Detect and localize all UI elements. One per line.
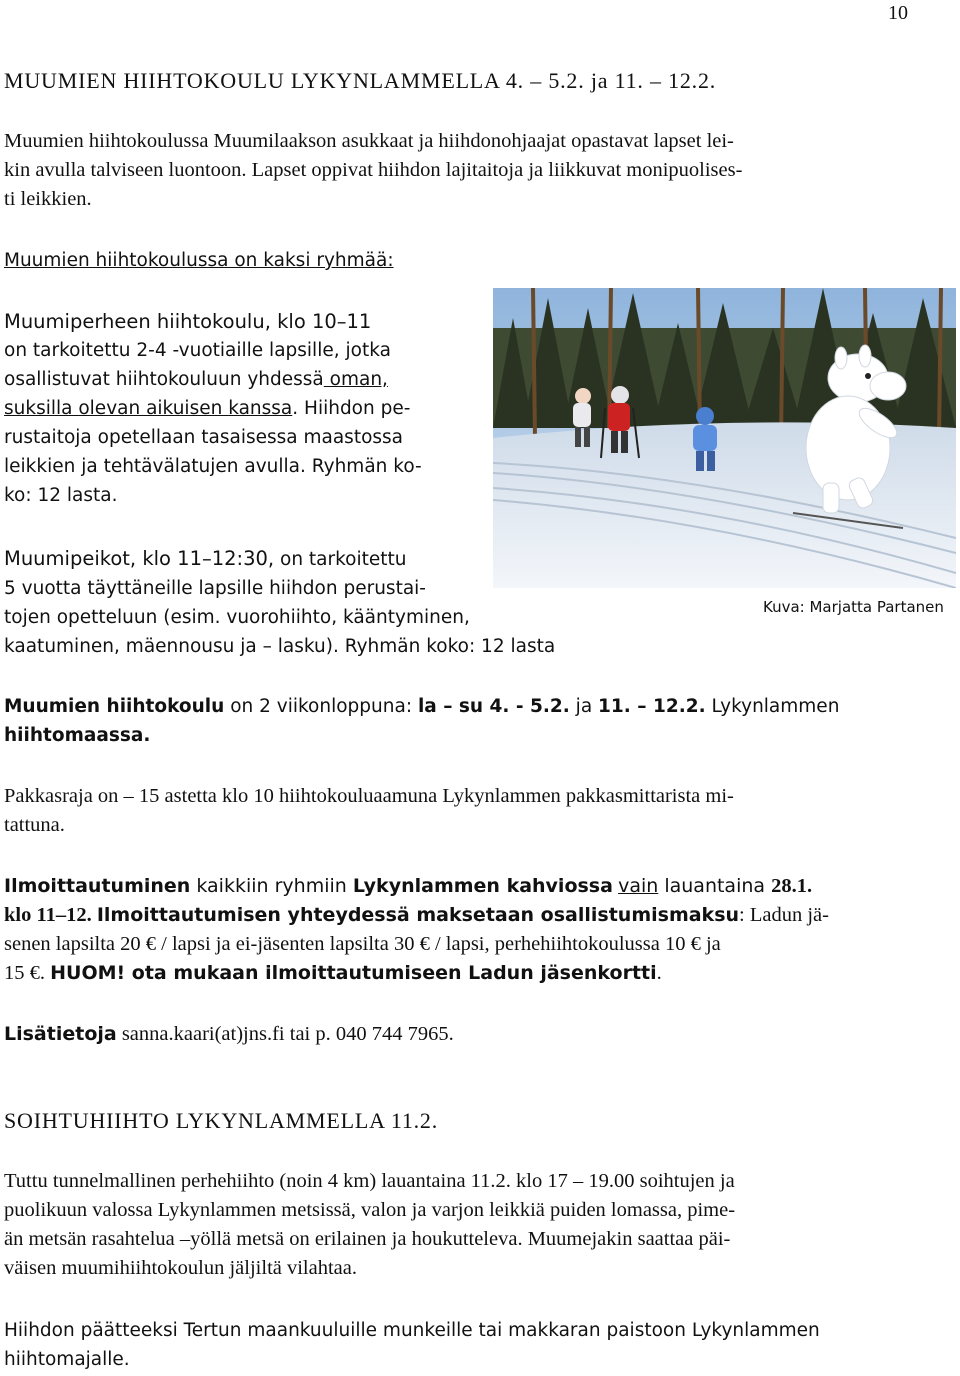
page-number: 10 <box>888 2 908 24</box>
soihtu-line: puolikuun valossa Lykynlammen metsissä, valon ja varjon leikkiä puiden lomassa, pime- <box>4 1199 736 1221</box>
intro-line: kin avulla talviseen luontoon. Lapset oppivat hiihdon lajitaitoja ja liikkuvat monipuolises- <box>4 159 743 181</box>
info-line <box>4 1020 454 1049</box>
registration-line <box>4 872 829 901</box>
ending-line: hiihtomajalle. <box>4 1349 130 1370</box>
group1-line: ko: 12 lasta. <box>4 485 118 506</box>
registration-place: Lykynlammen kahviossa <box>352 875 613 897</box>
skiing-photo <box>493 288 956 588</box>
schedule-text: ja <box>569 696 599 717</box>
schedule-dates-1: la – su 4. - 5.2. <box>417 696 570 717</box>
schedule-text: Lykynlammen <box>705 696 840 717</box>
registration-text: : Ladun jä- <box>739 904 829 926</box>
group1-block <box>4 307 422 510</box>
group1-line: rustaitoja opetellaan tasaisessa maastossa <box>4 427 404 448</box>
group2-line: kaatuminen, mäennousu ja – lasku). Ryhmän koko: 12 lasta <box>4 636 556 657</box>
group2-text: on tarkoitettu <box>274 549 407 570</box>
info-label: Lisätietoja <box>4 1023 117 1045</box>
intro-line: Muumien hiihtokoulussa Muumilaakson asukkaat ja hiihdonohjaajat opastavat lapset lei- <box>4 130 734 152</box>
group2-line <box>4 544 555 574</box>
registration-line <box>4 959 829 988</box>
intro-paragraph <box>4 127 742 214</box>
schedule-line <box>4 692 839 721</box>
registration-text: 15 €. <box>4 962 51 984</box>
group1-line <box>4 394 422 423</box>
frost-line: tattuna. <box>4 814 65 836</box>
info-paragraph <box>4 1020 454 1049</box>
ending-line: Hiihdon päätteeksi Tertun maankuuluille munkeille tai makkaran paistoon Lykynlammen <box>4 1320 820 1341</box>
registration-text: lauantaina <box>658 875 772 897</box>
group1-text: . Hiihdon pe- <box>292 398 411 419</box>
frost-line: Pakkasraja on – 15 astetta klo 10 hiihtokouluaamuna Lykynlammen pakkasmittarista mi- <box>4 785 734 807</box>
info-contact: sanna.kaari(at)jns.fi tai p. 040 744 7965. <box>116 1023 454 1045</box>
registration-notice: HUOM! ota mukaan ilmoittautumiseen Ladun jäsenkortti <box>50 962 657 984</box>
schedule-dates-2: 11. – 12.2. <box>598 696 706 717</box>
registration-label: Ilmoittautuminen <box>4 875 191 897</box>
schedule-place: hiihtomaassa. <box>4 725 151 746</box>
frost-paragraph <box>4 782 734 840</box>
section-title-soihtuhiihto: SOIHTUHIIHTO LYKYNLAMMELLA 11.2. <box>4 1108 439 1133</box>
soihtu-line: Tuttu tunnelmallinen perhehiihto (noin 4 km) lauantaina 11.2. klo 17 – 19.00 soihtujen ja <box>4 1170 735 1192</box>
schedule-paragraph <box>4 692 839 750</box>
group2-block <box>4 544 555 661</box>
group1-line: on tarkoitettu 2-4 -vuotiaille lapsille, jotka <box>4 340 391 361</box>
group1-line: leikkien ja tehtävälatujen avulla. Ryhmän ko- <box>4 456 422 477</box>
soihtu-line: än metsän rasahtelua –yöllä metsä on erilainen ja houkutteleva. Muumejakin saattaa päi- <box>4 1228 731 1250</box>
schedule-text: on 2 viikonloppuna: <box>224 696 418 717</box>
registration-line <box>4 901 829 930</box>
registration-line: senen lapsilta 20 € / lapsi ja ei-jäsenten lapsilta 30 € / lapsi, perhehiihtokoulussa 10 € ja <box>4 933 721 955</box>
group1-text: osallistuvat hiihtokouluun yhdessä <box>4 369 324 390</box>
group2-line: 5 vuotta täyttäneille lapsille hiihdon perustai- <box>4 578 426 599</box>
registration-text: kaikkiin ryhmiin <box>190 875 353 897</box>
registration-fee-note: Ilmoittautumisen yhteydessä maksetaan osallistumismaksu <box>96 904 740 926</box>
group1-title: Muumiperheen hiihtokoulu, klo 10–11 <box>4 310 372 333</box>
soihtu-paragraph <box>4 1167 735 1283</box>
registration-time: klo 11–12. <box>4 904 92 926</box>
photo-caption: Kuva: Marjatta Partanen <box>763 598 944 616</box>
skiing-photo-image <box>493 288 956 588</box>
registration-only: vain <box>618 875 659 897</box>
intro-line: ti leikkien. <box>4 188 92 210</box>
registration-date: 28.1. <box>771 875 813 897</box>
registration-text: . <box>656 962 662 984</box>
group2-line: tojen opetteluun (esim. vuorohiihto, kääntyminen, <box>4 607 470 628</box>
schedule-name: Muumien hiihtokoulu <box>4 696 225 717</box>
section-title-hiihtokoulu: MUUMIEN HIIHTOKOULU LYKYNLAMMELLA 4. – 5.2. ja 11. – 12.2. <box>4 68 717 93</box>
ending-paragraph <box>4 1316 820 1374</box>
group1-underlined: suksilla olevan aikuisen kanssa <box>4 398 293 419</box>
group2-title: Muumipeikot, klo 11–12:30, <box>4 547 275 570</box>
group1-line <box>4 365 422 394</box>
groups-heading: Muumien hiihtokoulussa on kaksi ryhmää: <box>4 250 394 271</box>
registration-paragraph <box>4 872 829 988</box>
group1-underlined: oman, <box>323 369 388 390</box>
soihtu-line: väisen muumihiihtokoulun jäljiltä vilahtaa. <box>4 1257 357 1279</box>
